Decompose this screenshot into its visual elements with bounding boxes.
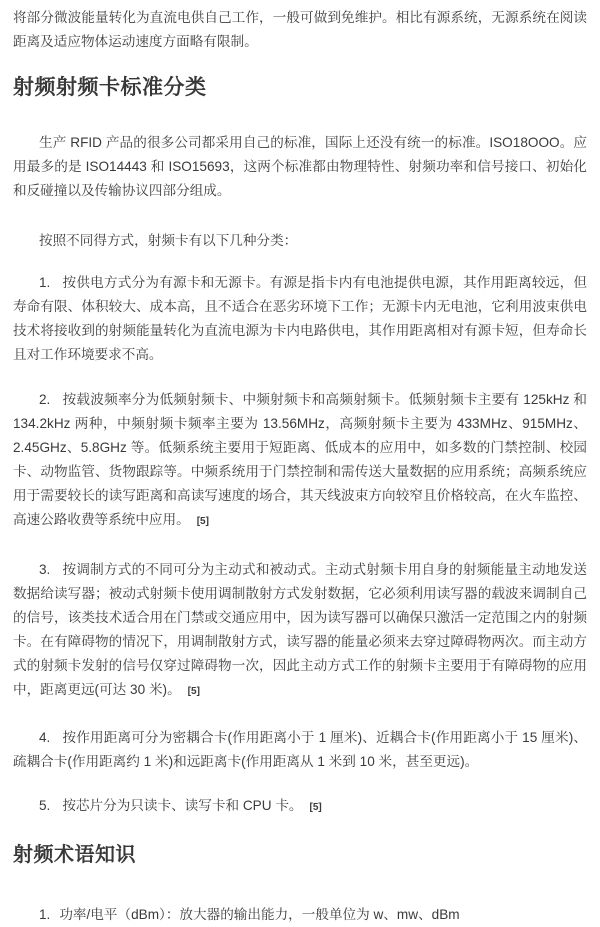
list-item-power-level [13, 903, 587, 927]
list-item-text: 按作用距离可分为密耦合卡(作用距离小于 1 厘米)、近耦合卡(作用距离小于 15 厘米)、疏耦合卡(作用距离约 1 米)和远距离卡(作用距离从 1 米到 10 米，甚至更远)。 [13, 730, 587, 769]
list-item-number: 3. [39, 562, 51, 577]
list-item-power-supply [13, 271, 587, 369]
list-item-modulation [13, 558, 587, 704]
list-item-number: 2. [39, 392, 51, 407]
list-item-number: 1. [39, 275, 51, 290]
section-heading-rfid-card-standards: 射频射频卡标准分类 [13, 76, 207, 99]
list-item-text: 按供电方式分为有源卡和无源卡。有源是指卡内有电池提供电源，其作用距离较远，但寿命有限、体积较大、成本高，且不适合在恶劣环境下工作；无源卡内无电池，它利用波束供电技术将接收到的射频能量转化为直流电源为卡内电路供电，其作用距离相对有源卡短，但寿命长且对工作环境要求不高。 [13, 275, 587, 362]
footnote-ref: [5] [187, 686, 200, 697]
list-item-number: 4. [39, 730, 51, 745]
footnote-ref: [5] [196, 516, 209, 527]
list-item-text: 功率/电平（dBm）：放大器的输出能力，一般单位为 w、mw、dBm [59, 907, 460, 922]
list-item-text: 按调制方式的不同可分为主动式和被动式。主动式射频卡用自身的射频能量主动地发送数据给读写器；被动式射频卡使用调制散射方式发射数据，它必须利用读写器的载波来调制自己的信号，该类技术适合用在门禁或交通应用中，因为读写器可以确保只激活一定范围之内的射频卡。在有障碍物的情况下，用调制散射方式，读写器的能量必须来去穿过障碍物两次。而主动方式的射频卡发射的信号仅穿过障碍物一次，因此主动方式工作的射频卡主要用于有障碍物的应用中，距离更远(可达 30 米)。 [13, 562, 587, 697]
list-item-number: 1. [39, 907, 51, 922]
list-item-carrier-frequency [13, 388, 587, 534]
section-heading-rf-terminology: 射频术语知识 [13, 844, 136, 866]
list-item-working-distance [13, 726, 587, 776]
list-item-number: 5. [39, 798, 51, 813]
paragraph-classification-lead-in: 按照不同得方式，射频卡有以下几种分类： [39, 233, 298, 248]
list-item-chip-type [13, 794, 587, 820]
paragraph-standards-overview: 生产 RFID 产品的很多公司都采用自己的标准，国际上还没有统一的标准。ISO18OOO。应用最多的是 ISO14443 和 ISO15693，这两个标准都由物理特性、射频功率和信号接口、初始化和反碰撞以及传输协议四部分组成。 [13, 135, 587, 198]
intro-paragraph: 将部分微波能量转化为直流电供自己工作，一般可做到免维护。相比有源系统，无源系统在阅读距离及适应物体运动速度方面略有限制。 [13, 10, 587, 49]
list-item-text: 按载波频率分为低频射频卡、中频射频卡和高频射频卡。低频射频卡主要有 125kHz 和 134.2kHz 两种，中频射频卡频率主要为 13.56MHz，高频射频卡主要为 433MHz、915MHz、2.45GHz、5.8GHz 等。低频系统主要用于短距离、低成本的应用中，如多数的门禁控制、校园卡、动物监管、货物跟踪等。中频系统用于门禁控制和需传送大量数据的应用系统；高频系统应用于需要较长的读写距离和高读写速度的场合，其天线波束方向较窄且价格较高，在火车监控、高速公路收费等系统中应用。 [13, 392, 587, 527]
footnote-ref: [5] [309, 802, 322, 813]
list-item-text: 按芯片分为只读卡、读写卡和 CPU 卡。 [62, 798, 303, 813]
